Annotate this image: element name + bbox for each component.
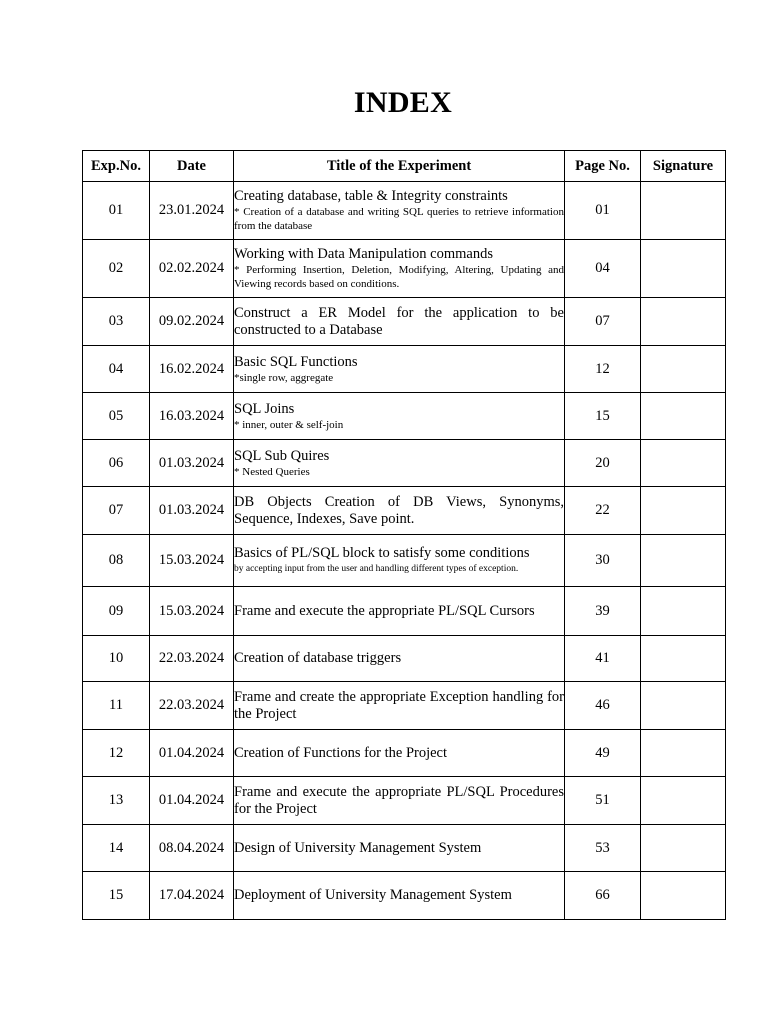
- cell-signature: [641, 440, 726, 487]
- table-row: [83, 636, 726, 682]
- cell-title: [234, 535, 565, 587]
- cell-date: 15.03.2024: [150, 535, 234, 587]
- cell-exp-no: 11: [83, 682, 150, 730]
- experiment-title: SQL Sub Quires: [234, 447, 330, 464]
- experiment-title: Deployment of University Management System: [234, 887, 512, 903]
- header-page-no: Page No.: [565, 151, 641, 182]
- table-row: [83, 682, 726, 730]
- cell-exp-no: 13: [83, 777, 150, 825]
- cell-title: [234, 487, 565, 535]
- cell-page-no: 39: [565, 587, 641, 636]
- cell-page-no: 15: [565, 393, 641, 440]
- cell-signature: [641, 636, 726, 682]
- page-title: INDEX: [353, 86, 453, 119]
- cell-date: 01.03.2024: [150, 487, 234, 535]
- cell-exp-no: 08: [83, 535, 150, 587]
- cell-page-no: 30: [565, 535, 641, 587]
- cell-exp-no: 09: [83, 587, 150, 636]
- cell-date: 17.04.2024: [150, 872, 234, 920]
- cell-page-no: 12: [565, 346, 641, 393]
- cell-exp-no: 04: [83, 346, 150, 393]
- experiment-title: Creating database, table & Integrity constraints: [234, 188, 508, 204]
- experiment-subtitle: *single row, aggregate: [234, 371, 334, 384]
- experiment-subtitle: by accepting input from the user and handling different types of exception.: [234, 564, 519, 574]
- table-row: [83, 535, 726, 587]
- cell-page-no: 46: [565, 682, 641, 730]
- cell-date: 01.03.2024: [150, 440, 234, 487]
- experiment-title: Frame and execute the appropriate PL/SQL Procedures for the Project: [234, 783, 564, 817]
- experiment-title: Basic SQL Functions: [234, 353, 358, 370]
- header-date: Date: [150, 151, 234, 182]
- table-row: [83, 777, 726, 825]
- cell-page-no: 51: [565, 777, 641, 825]
- cell-signature: [641, 535, 726, 587]
- cell-page-no: 01: [565, 182, 641, 240]
- experiment-title: SQL Joins: [234, 400, 295, 417]
- experiment-subtitle: * Creation of a database and writing SQL queries to retrieve information from the database: [234, 206, 564, 232]
- cell-exp-no: 03: [83, 298, 150, 346]
- table-row: [83, 182, 726, 240]
- cell-signature: [641, 825, 726, 872]
- cell-date: 22.03.2024: [150, 682, 234, 730]
- cell-title: [234, 240, 565, 298]
- experiment-title: Working with Data Manipulation commands: [234, 246, 493, 262]
- table-row: [83, 730, 726, 777]
- table-row: [83, 440, 726, 487]
- table-row: [83, 487, 726, 535]
- experiment-title: Frame and create the appropriate Exception handling for the Project: [234, 688, 564, 722]
- cell-signature: [641, 393, 726, 440]
- experiment-title: Basics of PL/SQL block to satisfy some conditions: [234, 545, 530, 561]
- cell-signature: [641, 872, 726, 920]
- table-row: [83, 298, 726, 346]
- cell-signature: [641, 346, 726, 393]
- cell-title: [234, 730, 565, 777]
- cell-exp-no: 10: [83, 636, 150, 682]
- cell-signature: [641, 682, 726, 730]
- header-signature: Signature: [641, 151, 726, 182]
- experiment-index-table: [82, 150, 726, 920]
- cell-signature: [641, 298, 726, 346]
- cell-date: 16.02.2024: [150, 346, 234, 393]
- cell-signature: [641, 730, 726, 777]
- cell-signature: [641, 182, 726, 240]
- experiment-title: Frame and execute the appropriate PL/SQL Cursors: [234, 602, 535, 619]
- header-title: Title of the Experiment: [234, 151, 565, 182]
- cell-title: [234, 682, 565, 730]
- cell-page-no: 07: [565, 298, 641, 346]
- table-row: [83, 393, 726, 440]
- cell-signature: [641, 240, 726, 298]
- cell-page-no: 04: [565, 240, 641, 298]
- cell-title: [234, 182, 565, 240]
- experiment-subtitle: * Performing Insertion, Deletion, Modifying, Altering, Updating and Viewing records based on conditions.: [234, 264, 564, 290]
- cell-title: [234, 825, 565, 872]
- cell-date: 09.02.2024: [150, 298, 234, 346]
- cell-title: [234, 393, 565, 440]
- cell-exp-no: 02: [83, 240, 150, 298]
- cell-title: [234, 777, 565, 825]
- cell-page-no: 22: [565, 487, 641, 535]
- cell-date: 01.04.2024: [150, 730, 234, 777]
- table-row: [83, 587, 726, 636]
- cell-page-no: 49: [565, 730, 641, 777]
- cell-page-no: 20: [565, 440, 641, 487]
- cell-page-no: 66: [565, 872, 641, 920]
- cell-date: 23.01.2024: [150, 182, 234, 240]
- table-row: [83, 825, 726, 872]
- cell-title: [234, 636, 565, 682]
- cell-exp-no: 15: [83, 872, 150, 920]
- cell-exp-no: 01: [83, 182, 150, 240]
- cell-title: [234, 872, 565, 920]
- experiment-title: Construct a ER Model for the application to be constructed to a Database: [234, 304, 564, 338]
- cell-signature: [641, 587, 726, 636]
- cell-signature: [641, 487, 726, 535]
- cell-date: 01.04.2024: [150, 777, 234, 825]
- experiment-subtitle: * inner, outer & self-join: [234, 418, 344, 431]
- table-row: [83, 346, 726, 393]
- cell-title: [234, 298, 565, 346]
- experiment-subtitle: * Nested Queries: [234, 465, 310, 478]
- cell-page-no: 53: [565, 825, 641, 872]
- experiment-title: DB Objects Creation of DB Views, Synonyms, Sequence, Indexes, Save point.: [234, 493, 564, 527]
- experiment-title: Creation of database triggers: [234, 650, 402, 666]
- cell-date: 16.03.2024: [150, 393, 234, 440]
- cell-exp-no: 12: [83, 730, 150, 777]
- table-row: [83, 872, 726, 920]
- cell-date: 08.04.2024: [150, 825, 234, 872]
- experiment-title: Design of University Management System: [234, 839, 482, 856]
- cell-exp-no: 07: [83, 487, 150, 535]
- cell-title: [234, 346, 565, 393]
- cell-exp-no: 14: [83, 825, 150, 872]
- cell-title: [234, 587, 565, 636]
- cell-page-no: 41: [565, 636, 641, 682]
- cell-exp-no: 05: [83, 393, 150, 440]
- table-row: [83, 240, 726, 298]
- experiment-title: Creation of Functions for the Project: [234, 744, 448, 761]
- cell-date: 15.03.2024: [150, 587, 234, 636]
- cell-exp-no: 06: [83, 440, 150, 487]
- table-header-row: [83, 151, 726, 182]
- header-exp-no: Exp.No.: [83, 151, 150, 182]
- cell-signature: [641, 777, 726, 825]
- cell-title: [234, 440, 565, 487]
- cell-date: 22.03.2024: [150, 636, 234, 682]
- cell-date: 02.02.2024: [150, 240, 234, 298]
